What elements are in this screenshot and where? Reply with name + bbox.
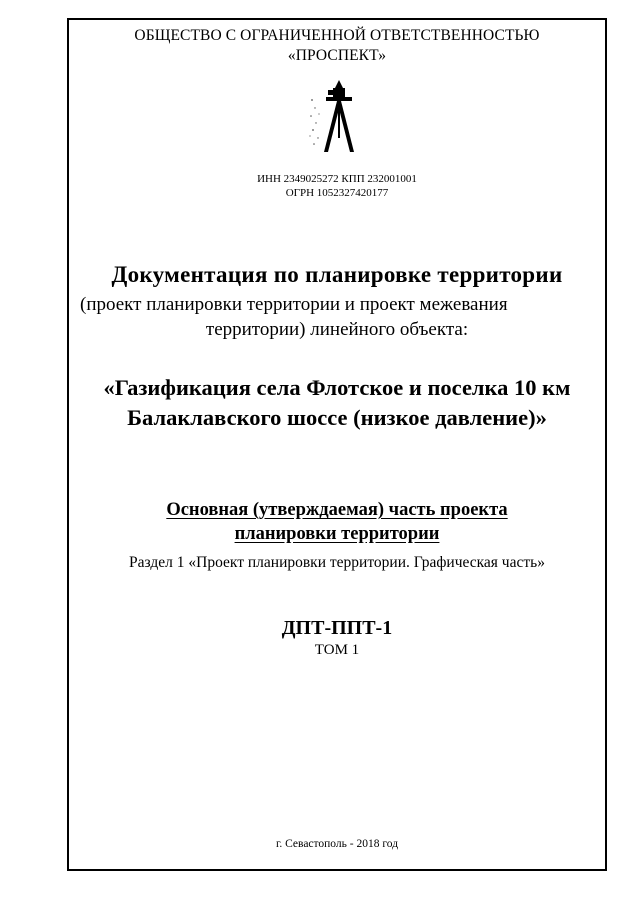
organization-line-1: ОБЩЕСТВО С ОГРАНИЧЕННОЙ ОТВЕТСТВЕННОСТЬЮ bbox=[134, 27, 540, 44]
document-subtitle-line-1: (проект планировки территории и проект межевания bbox=[80, 294, 508, 315]
part-heading bbox=[67, 498, 607, 546]
theodolite-logo-icon bbox=[306, 78, 372, 156]
inn-kpp: ИНН 2349025272 КПП 232001001 bbox=[257, 173, 417, 185]
volume-label: ТОМ 1 bbox=[314, 642, 360, 658]
document-title: Документация по планировке территории bbox=[111, 262, 563, 287]
object-name-line-2: Балаклавского шоссе (низкое давление)» bbox=[127, 405, 547, 430]
part-heading-line-1: Основная (утверждаемая) часть проекта bbox=[166, 500, 508, 520]
organization-name bbox=[67, 26, 607, 66]
registration-details bbox=[67, 172, 607, 200]
document-subtitle-line-2: территории) линейного объекта: bbox=[205, 319, 469, 340]
organization-line-2: «ПРОСПЕКТ» bbox=[287, 47, 387, 64]
object-name bbox=[67, 373, 607, 433]
section-label: Раздел 1 «Проект планировки территории. Графическая часть» bbox=[129, 554, 545, 571]
object-name-line-1: «Газификация села Флотское и поселка 10 км bbox=[103, 375, 571, 400]
city-year: г. Севастополь - 2018 год bbox=[275, 838, 399, 850]
document-code: ДПТ-ППТ-1 bbox=[281, 617, 393, 639]
part-heading-line-2: планировки территории bbox=[234, 524, 440, 544]
ogrn: ОГРН 1052327420177 bbox=[285, 187, 389, 199]
